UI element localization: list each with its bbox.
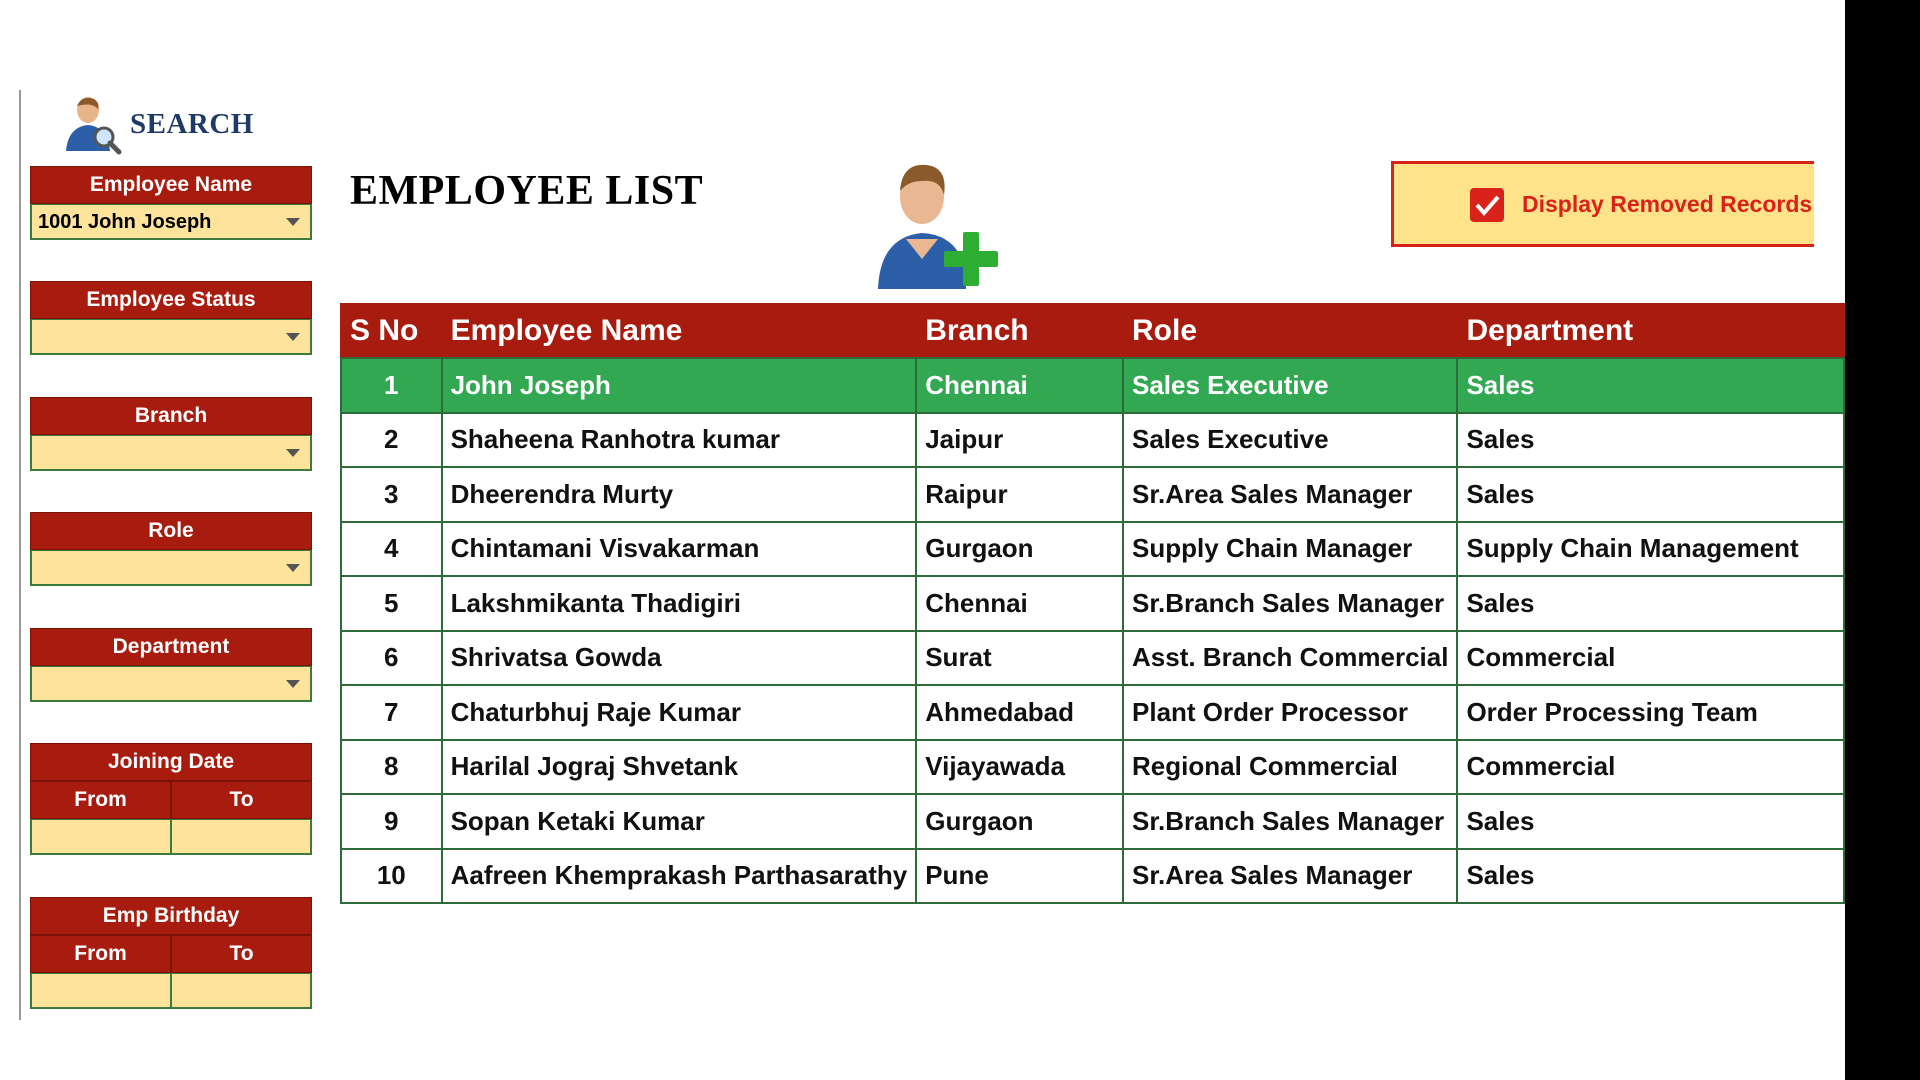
cell-sno[interactable]: 4 (341, 522, 442, 577)
branch-label: Branch (30, 397, 312, 435)
user-search-icon (62, 93, 124, 155)
cell-sno[interactable]: 8 (341, 740, 442, 795)
emp-birthday-subheader (30, 935, 312, 973)
branch-dropdown[interactable] (30, 435, 312, 471)
employee-status-dropdown[interactable] (30, 319, 312, 355)
cell-branch[interactable]: Vijayawada (916, 740, 1123, 795)
table-row[interactable] (341, 467, 1844, 522)
cell-employee-name[interactable]: Sopan Ketaki Kumar (442, 794, 917, 849)
cell-branch[interactable]: Ahmedabad (916, 685, 1123, 740)
cell-role[interactable]: Supply Chain Manager (1123, 522, 1457, 577)
cell-employee-name[interactable]: Aafreen Khemprakash Parthasarathy (442, 849, 917, 904)
cell-department[interactable]: Sales (1457, 849, 1844, 904)
cell-department[interactable]: Sales (1457, 467, 1844, 522)
column-header-sno: S No (341, 304, 442, 358)
cell-sno[interactable]: 7 (341, 685, 442, 740)
cell-employee-name[interactable]: Chaturbhuj Raje Kumar (442, 685, 917, 740)
cell-branch[interactable]: Gurgaon (916, 522, 1123, 577)
role-label: Role (30, 512, 312, 550)
cell-employee-name[interactable]: Harilal Jograj Shvetank (442, 740, 917, 795)
cell-sno[interactable]: 10 (341, 849, 442, 904)
joining-to-input[interactable] (172, 820, 310, 853)
cell-department[interactable]: Supply Chain Management (1457, 522, 1844, 577)
cell-branch[interactable]: Chennai (916, 358, 1123, 413)
column-header-employee-name: Employee Name (442, 304, 917, 358)
cell-role[interactable]: Plant Order Processor (1123, 685, 1457, 740)
cell-branch[interactable]: Pune (916, 849, 1123, 904)
table-row[interactable] (341, 413, 1844, 468)
cell-role[interactable]: Sr.Area Sales Manager (1123, 849, 1457, 904)
joining-date-subheader (30, 781, 312, 819)
cell-employee-name[interactable]: John Joseph (442, 358, 917, 413)
department-dropdown[interactable] (30, 666, 312, 702)
cell-department[interactable]: Sales (1457, 794, 1844, 849)
cell-role[interactable]: Sr.Branch Sales Manager (1123, 794, 1457, 849)
department-label: Department (30, 628, 312, 666)
cell-branch[interactable]: Gurgaon (916, 794, 1123, 849)
role-dropdown[interactable] (30, 550, 312, 586)
cell-role[interactable]: Sr.Area Sales Manager (1123, 467, 1457, 522)
table-row[interactable] (341, 849, 1844, 904)
cell-employee-name[interactable]: Shrivatsa Gowda (442, 631, 917, 686)
joining-date-inputs (30, 819, 312, 855)
column-header-department: Department (1457, 304, 1844, 358)
cell-branch[interactable]: Chennai (916, 576, 1123, 631)
cell-sno[interactable]: 9 (341, 794, 442, 849)
employee-table (340, 303, 1845, 904)
employee-status-filter (30, 281, 312, 355)
table-row[interactable] (341, 685, 1844, 740)
table-row[interactable] (341, 794, 1844, 849)
cell-role[interactable]: Asst. Branch Commercial (1123, 631, 1457, 686)
cell-employee-name[interactable]: Chintamani Visvakarman (442, 522, 917, 577)
joining-date-label: Joining Date (30, 743, 312, 781)
table-row[interactable] (341, 576, 1844, 631)
cell-branch[interactable]: Raipur (916, 467, 1123, 522)
cell-sno[interactable]: 5 (341, 576, 442, 631)
cell-department[interactable]: Sales (1457, 576, 1844, 631)
cell-sno[interactable]: 3 (341, 467, 442, 522)
birthday-to-input[interactable] (172, 974, 310, 1007)
employee-name-dropdown[interactable] (30, 204, 312, 240)
chevron-down-icon[interactable] (286, 218, 300, 226)
table-header-row (341, 304, 1844, 358)
cell-sno[interactable]: 1 (341, 358, 442, 413)
add-user-icon (870, 155, 1010, 295)
display-removed-records (1391, 161, 1814, 247)
department-filter (30, 628, 312, 702)
table-row[interactable] (341, 740, 1844, 795)
cell-department[interactable]: Commercial (1457, 631, 1844, 686)
cell-department[interactable]: Sales (1457, 358, 1844, 413)
joining-to-label: To (171, 781, 312, 819)
cell-department[interactable]: Sales (1457, 413, 1844, 468)
add-user-button[interactable] (870, 155, 1010, 295)
cell-role[interactable]: Sr.Branch Sales Manager (1123, 576, 1457, 631)
table-row[interactable] (341, 631, 1844, 686)
employee-name-filter (30, 166, 312, 240)
cell-employee-name[interactable]: Dheerendra Murty (442, 467, 917, 522)
chevron-down-icon[interactable] (286, 333, 300, 341)
cell-role[interactable]: Regional Commercial (1123, 740, 1457, 795)
cell-department[interactable]: Order Processing Team (1457, 685, 1844, 740)
cell-department[interactable]: Commercial (1457, 740, 1844, 795)
chevron-down-icon[interactable] (286, 449, 300, 457)
partial-text (1040, 930, 1340, 940)
emp-birthday-inputs (30, 973, 312, 1009)
search-header (62, 92, 254, 156)
column-header-branch: Branch (916, 304, 1123, 358)
page-title: EMPLOYEE LIST (350, 168, 704, 214)
cell-role[interactable]: Sales Executive (1123, 413, 1457, 468)
joining-date-filter (30, 743, 312, 855)
birthday-from-input[interactable] (32, 974, 172, 1007)
emp-birthday-label: Emp Birthday (30, 897, 312, 935)
cell-branch[interactable]: Surat (916, 631, 1123, 686)
employee-status-label: Employee Status (30, 281, 312, 319)
table-row[interactable] (341, 522, 1844, 577)
branch-filter (30, 397, 312, 471)
role-filter (30, 512, 312, 586)
birthday-to-label: To (171, 935, 312, 973)
cell-employee-name[interactable]: Lakshmikanta Thadigiri (442, 576, 917, 631)
joining-from-input[interactable] (32, 820, 172, 853)
cell-role[interactable]: Sales Executive (1123, 358, 1457, 413)
employee-name-value: 1001 John Joseph (38, 211, 212, 233)
joining-from-label: From (30, 781, 171, 819)
cell-employee-name[interactable]: Shaheena Ranhotra kumar (442, 413, 917, 468)
cell-sno[interactable]: 6 (341, 631, 442, 686)
search-title: SEARCH (130, 107, 254, 140)
cell-branch[interactable]: Jaipur (916, 413, 1123, 468)
checkbox-checked-icon[interactable] (1470, 188, 1504, 222)
cell-sno[interactable]: 2 (341, 413, 442, 468)
chevron-down-icon[interactable] (286, 680, 300, 688)
column-header-role: Role (1123, 304, 1457, 358)
divider (19, 90, 21, 1020)
birthday-from-label: From (30, 935, 171, 973)
chevron-down-icon[interactable] (286, 564, 300, 572)
emp-birthday-filter (30, 897, 312, 1009)
employee-name-label: Employee Name (30, 166, 312, 204)
table-row[interactable] (341, 358, 1844, 413)
display-removed-label: Display Removed Records (1522, 191, 1813, 217)
